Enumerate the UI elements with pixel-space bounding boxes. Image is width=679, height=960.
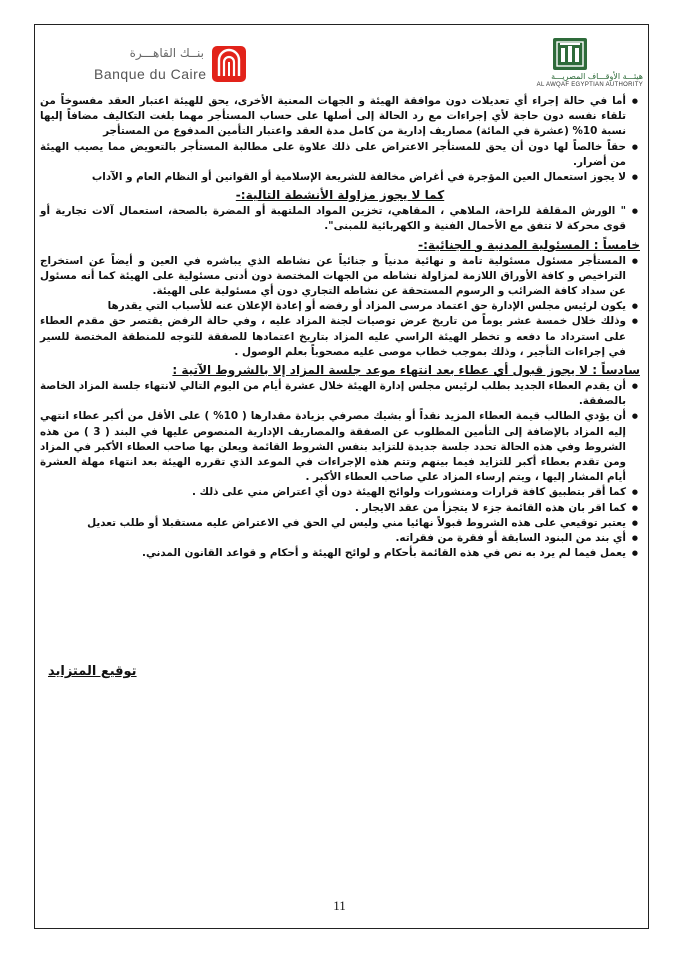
section-d-heading: سادساً : لا يجوز قبول أي عطاء بعد انتهاء موعد جلسة المزاد إلا بالشروط الآتية : xyxy=(172,363,640,378)
bank-name-en: Banque du Caire xyxy=(94,66,207,82)
section-b-heading: كما لا يجوز مزاولة الأنشطة التالية:- xyxy=(235,188,445,203)
awqaf-emblem-icon xyxy=(553,38,587,70)
authority-name-ar: هيئـــة الأوقـــاف المصريـــة xyxy=(551,72,643,81)
letterhead xyxy=(40,30,643,92)
list-item: ● حقاً خالصاً لها دون أن يحق للمستأجر الاعتراض على ذلك علاوة على مطالبة المستأجر بالتعويض مما يصيب الهيئة من أضرار. xyxy=(40,140,626,170)
list-item: ● لا يجوز استعمال العين المؤجرة في أغراض مخالفة للشريعة الإسلامية أو القوانين أو النظام العام و الآداب xyxy=(40,170,626,185)
list-item: ● أي بند من البنود السابقة أو فقرة من فقراته. xyxy=(40,531,626,546)
section-c-list xyxy=(40,254,640,360)
bidder-signature-label: توقيع المتزايد xyxy=(48,664,137,679)
document-body xyxy=(40,94,640,561)
list-item: ● أن يقدم العطاء الجديد بطلب لرئيس مجلس إدارة الهيئة خلال عشرة أيام من اليوم التالي لانتهاء جلسة المزاد الخاصة بالصفقة. xyxy=(40,379,626,409)
page-number: 11 xyxy=(333,898,346,913)
section-c-heading: خامساً : المسئولية المدنية و الجنائية:- xyxy=(418,237,640,252)
section-d-list xyxy=(40,379,640,561)
list-item: ● كما أقر بتطبيق كافة قرارات ومنشورات ولوائح الهيئة دون أي اعتراض مني على ذلك . xyxy=(40,485,626,500)
list-item: ● يعمل فيما لم يرد به نص في هذه القائمة بأحكام و لوائح الهيئة و أحكام و قواعد القانون المدني. xyxy=(40,546,626,561)
authority-name-en: AL AWQAF EGYPTIAN AUTHORITY xyxy=(536,82,643,88)
bank-name-ar: بنــك القاهـــرة xyxy=(129,46,204,60)
section-b-list xyxy=(40,204,640,234)
list-item: ● يعتبر توقيعي على هذه الشروط قبولاً نهائيا مني وليس لي الحق في الاعتراض عليه مستقبلا أو طلب تعديل xyxy=(40,516,626,531)
list-item: ● المستأجر مسئول مسئولية تامة و نهائية مدنياً و جنائياً عن نشاطه الذي يباشره في العين و أيضاً عن استخراج التراخيص و كافة الأوراق اللازمة لمزاولة نشاطه من الجهات المختصة دون أدنى مسئولية على الهيئة كما أنه مسئول عن سداد كافة الضرائب و الرسوم المستحقة عن نشاطه التجاري دون أي مسئولية على الهيئة. xyxy=(40,254,626,300)
bank-logo-icon xyxy=(212,46,246,82)
list-item: ● أما في حالة إجراء أي تعديلات دون موافقة الهيئة و الجهات المعنية الأخرى، يحق للهيئة اعتبار العقد مفسوخاً من تلقاء نفسه دون حاجة لأي إجراءات مع رد الحالة إلى أصلها على حساب المستأجر مهما بلغت التكاليف مضافاً إليها نسبة 10% (عشرة في المائة) مصاريف إدارية من كامل مدة العقد واعتبار التأمين المدفوع من المستأجر xyxy=(40,94,626,140)
list-item: ● أن يؤدي الطالب قيمة العطاء المزيد نقداً أو بشيك مصرفي بزيادة مقدارها ( 10% ) على الأقل من أكبر عطاء انتهي إليه المزاد بالإضافة إلى التأمين المطلوب عن الصفقة والمصاريف الإدارية المنصوص عليها في البند ( 3 ) من هذه الشروط وفي هذه الحالة تحدد جلسة جديدة للتزايد بنفس الشروط القائمة ويعلن بها صاحب العطاء الأكبر في المزاد ومن تقدم بعطاء أكبر للتزايد فيما بينهم وتتم هذه الإجراءات في الموعد الذي تقرره الهيئة بعد انتهاء مهلة العشرة أيام المشار إليها ، ويتم إرساء المزاد علي صاحب العطاء الأكبر . xyxy=(40,409,626,485)
banque-du-caire-logo xyxy=(64,44,244,90)
section-a-list xyxy=(40,94,640,185)
list-item: ● يكون لرئيس مجلس الإدارة حق اعتماد مرسى المزاد أو رفضه أو إعادة الإعلان عنه للأسباب التي يقدرها xyxy=(40,299,626,314)
list-item: ● كما اقر بان هذه القائمة جزء لا يتجزأ من عقد الايجار . xyxy=(40,501,626,516)
awqaf-authority-logo xyxy=(513,38,643,90)
list-item: ● " الورش المقلقة للراحة، الملاهي ، المقاهي، تخزين المواد الملتهبة أو المضرة بالصحة، استعمال آلات تجارية أو قوى محركة لا تتفق مع الأحمال الفنية و الكهربائية للمبنى". xyxy=(40,204,626,234)
list-item: ● وذلك خلال خمسة عشر يوماً من تاريخ عرض توصيات لجنة المزاد عليه ، وفي حالة الرفض يقتصر حق مقدم العطاء على استرداد ما دفعه و تخطر الهيئة الراسي عليه المزاد بتاريخ اعتمادها للصفقة للتوجه للمنطقة المختصة للسير في إجراءات التأجير ، وذلك بموجب خطاب موصى عليه مصحوباً بعلم الوصول . xyxy=(40,314,626,360)
